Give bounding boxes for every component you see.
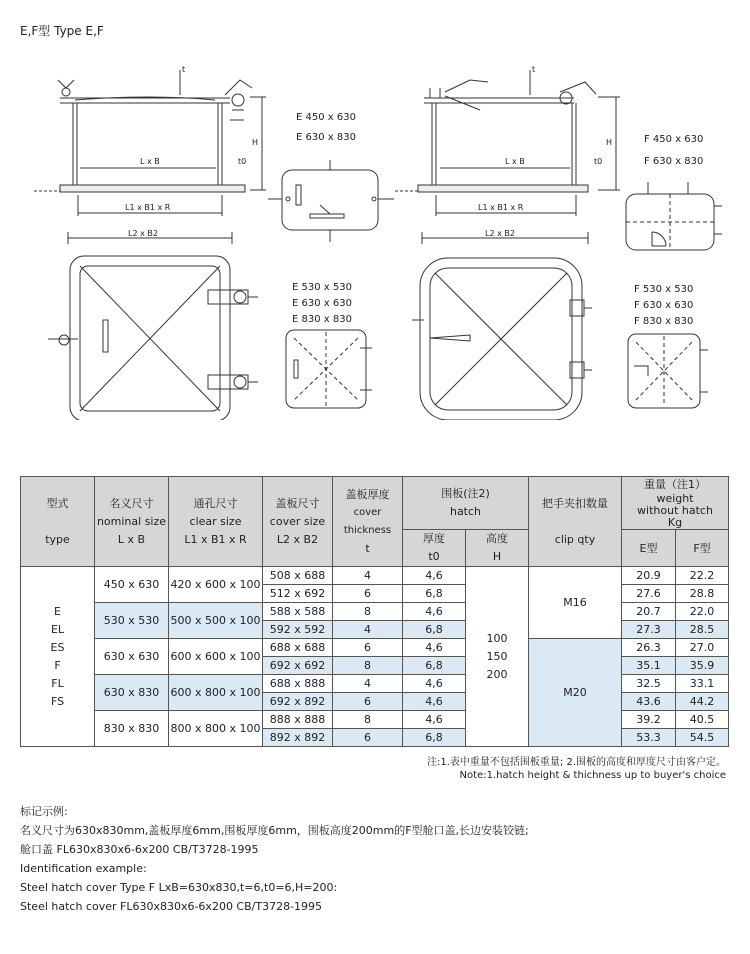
weight-e-cell: 26.3 (622, 639, 676, 657)
e-h-label: H (252, 138, 259, 147)
example-en-line2: Steel hatch cover FL630x830x6-6x200 CB/T3728-1995 (20, 900, 323, 913)
caption-f-square-1: F 530 x 530 (634, 284, 694, 295)
f-l2b2-label: L2 x B2 (485, 229, 515, 238)
t0-cell: 4,6 (403, 567, 466, 585)
cover-cell: 692 x 892 (263, 693, 333, 711)
weight-f-cell: 44.2 (676, 693, 729, 711)
cover-cell: 508 x 688 (263, 567, 333, 585)
thickness-cell: 6 (333, 729, 403, 747)
nominal-cell: 530 x 530 (95, 603, 169, 639)
e-small-cover (268, 160, 394, 242)
example-en-title: Identification example: (20, 862, 147, 875)
weight-e-cell: 27.6 (622, 585, 676, 603)
t0-cell: 6,8 (403, 729, 466, 747)
nominal-cell: 630 x 630 (95, 639, 169, 675)
header-t0: 厚度 t0 (403, 530, 466, 567)
weight-e-cell: 35.1 (622, 657, 676, 675)
header-e-type: E型 (622, 530, 676, 567)
e-t-label: t (182, 65, 186, 74)
header-thickness: 盖板厚度 cover thickness t (333, 477, 403, 567)
f-top-view (412, 232, 592, 420)
example-en-line1: Steel hatch cover Type F LxB=630x830,t=6,t0=6,H=200: (20, 881, 338, 894)
thickness-cell: 6 (333, 639, 403, 657)
cover-cell: 688 x 888 (263, 675, 333, 693)
e-top-view (48, 232, 258, 420)
weight-f-cell: 33.1 (676, 675, 729, 693)
e-l2b2-label: L2 x B2 (128, 229, 158, 238)
cover-cell: 592 x 592 (263, 621, 333, 639)
note-cn: 注:1.表中重量不包括围板重量; 2.围板的高度和厚度尺寸由客户定。 (427, 757, 726, 768)
caption-f-small-1: F 450 x 630 (644, 134, 704, 145)
cover-cell: 892 x 892 (263, 729, 333, 747)
weight-f-cell: 22.0 (676, 603, 729, 621)
f-side-view (395, 70, 620, 216)
e-l1b1r-label: L1 x B1 x R (125, 203, 171, 212)
e-t0-label: t0 (238, 157, 247, 166)
header-clear: 通孔尺寸 clear size L1 x B1 x R (169, 477, 263, 567)
weight-f-cell: 35.9 (676, 657, 729, 675)
caption-e-square-1: E 530 x 530 (292, 282, 352, 293)
weight-e-cell: 32.5 (622, 675, 676, 693)
clear-cell: 600 x 600 x 100 (169, 639, 263, 675)
weight-e-cell: 27.3 (622, 621, 676, 639)
f-l1b1r-label: L1 x B1 x R (478, 203, 524, 212)
weight-f-cell: 40.5 (676, 711, 729, 729)
t0-cell: 4,6 (403, 711, 466, 729)
t0-cell: 6,8 (403, 621, 466, 639)
clip-cell-m20: M20 (529, 639, 622, 747)
header-f-type: F型 (676, 530, 729, 567)
t0-cell: 4,6 (403, 603, 466, 621)
thickness-cell: 4 (333, 621, 403, 639)
example-block (20, 802, 529, 916)
t0-cell: 6,8 (403, 585, 466, 603)
t0-cell: 4,6 (403, 675, 466, 693)
e-square-cover (286, 330, 372, 408)
cover-cell: 688 x 688 (263, 639, 333, 657)
clear-cell: 420 x 600 x 100 (169, 567, 263, 603)
nominal-cell: 830 x 830 (95, 711, 169, 747)
header-hatch: 围板(注2) hatch (403, 477, 529, 530)
thickness-cell: 8 (333, 657, 403, 675)
weight-e-cell: 39.2 (622, 711, 676, 729)
header-weight: 重量（注1） weight without hatch Kg (622, 477, 729, 530)
clear-cell: 800 x 800 x 100 (169, 711, 263, 747)
weight-e-cell: 20.7 (622, 603, 676, 621)
weight-f-cell: 54.5 (676, 729, 729, 747)
e-side-view (34, 70, 266, 216)
clear-cell: 500 x 500 x 100 (169, 603, 263, 639)
f-square-cover (628, 334, 708, 408)
header-clip: 把手夹扣数量 clip qty (529, 477, 622, 567)
page-title: E,F型 Type E,F (20, 24, 104, 38)
thickness-cell: 6 (333, 585, 403, 603)
thickness-cell: 4 (333, 567, 403, 585)
example-cn-line1: 名义尺寸为630x830mm,盖板厚度6mm,围板厚度6mm，围板高度200mm的F型舱口盖,长边安装铰链; (20, 824, 529, 837)
weight-e-cell: 20.9 (622, 567, 676, 585)
caption-f-small-2: F 630 x 830 (644, 156, 704, 167)
t0-cell: 6,8 (403, 657, 466, 675)
caption-e-square-2: E 630 x 630 (292, 298, 352, 309)
height-cell: 100 150 200 (466, 567, 529, 747)
clip-cell-m16: M16 (529, 567, 622, 639)
header-h: 高度 H (466, 530, 529, 567)
weight-f-cell: 28.8 (676, 585, 729, 603)
spec-table (20, 476, 729, 747)
thickness-cell: 4 (333, 675, 403, 693)
caption-e-small-1: E 450 x 630 (296, 112, 356, 123)
caption-e-small-2: E 630 x 830 (296, 132, 356, 143)
weight-f-cell: 28.5 (676, 621, 729, 639)
t0-cell: 4,6 (403, 693, 466, 711)
f-small-cover (626, 182, 722, 250)
f-h-label: H (606, 138, 613, 147)
t0-cell: 4,6 (403, 639, 466, 657)
e-lxb-label: L x B (140, 157, 160, 166)
caption-f-square-3: F 830 x 830 (634, 316, 694, 327)
weight-e-cell: 43.6 (622, 693, 676, 711)
clear-cell: 600 x 800 x 100 (169, 675, 263, 711)
f-t-label: t (532, 65, 536, 74)
thickness-cell: 6 (333, 693, 403, 711)
cover-cell: 588 x 588 (263, 603, 333, 621)
weight-f-cell: 22.2 (676, 567, 729, 585)
caption-e-square-3: E 830 x 830 (292, 314, 352, 325)
f-t0-label: t0 (594, 157, 603, 166)
weight-e-cell: 53.3 (622, 729, 676, 747)
cover-cell: 512 x 692 (263, 585, 333, 603)
weight-f-cell: 27.0 (676, 639, 729, 657)
caption-f-square-2: F 630 x 630 (634, 300, 694, 311)
example-cn-title: 标记示例: (20, 805, 68, 818)
thickness-cell: 8 (333, 603, 403, 621)
nominal-cell: 630 x 830 (95, 675, 169, 711)
thickness-cell: 8 (333, 711, 403, 729)
example-cn-line2: 舱口盖 FL630x830x6-6x200 CB/T3728-1995 (20, 843, 259, 856)
header-cover: 盖板尺寸 cover size L2 x B2 (263, 477, 333, 567)
header-type: 型式 type (21, 477, 95, 567)
header-nominal: 名义尺寸 nominal size L x B (95, 477, 169, 567)
type-cell: E EL ES F FL FS (21, 567, 95, 747)
nominal-cell: 450 x 630 (95, 567, 169, 603)
drawings (0, 50, 750, 420)
note-en: Note:1.hatch height & thichness up to buyer's choice (459, 770, 726, 781)
cover-cell: 888 x 888 (263, 711, 333, 729)
cover-cell: 692 x 692 (263, 657, 333, 675)
f-lxb-label: L x B (505, 157, 525, 166)
